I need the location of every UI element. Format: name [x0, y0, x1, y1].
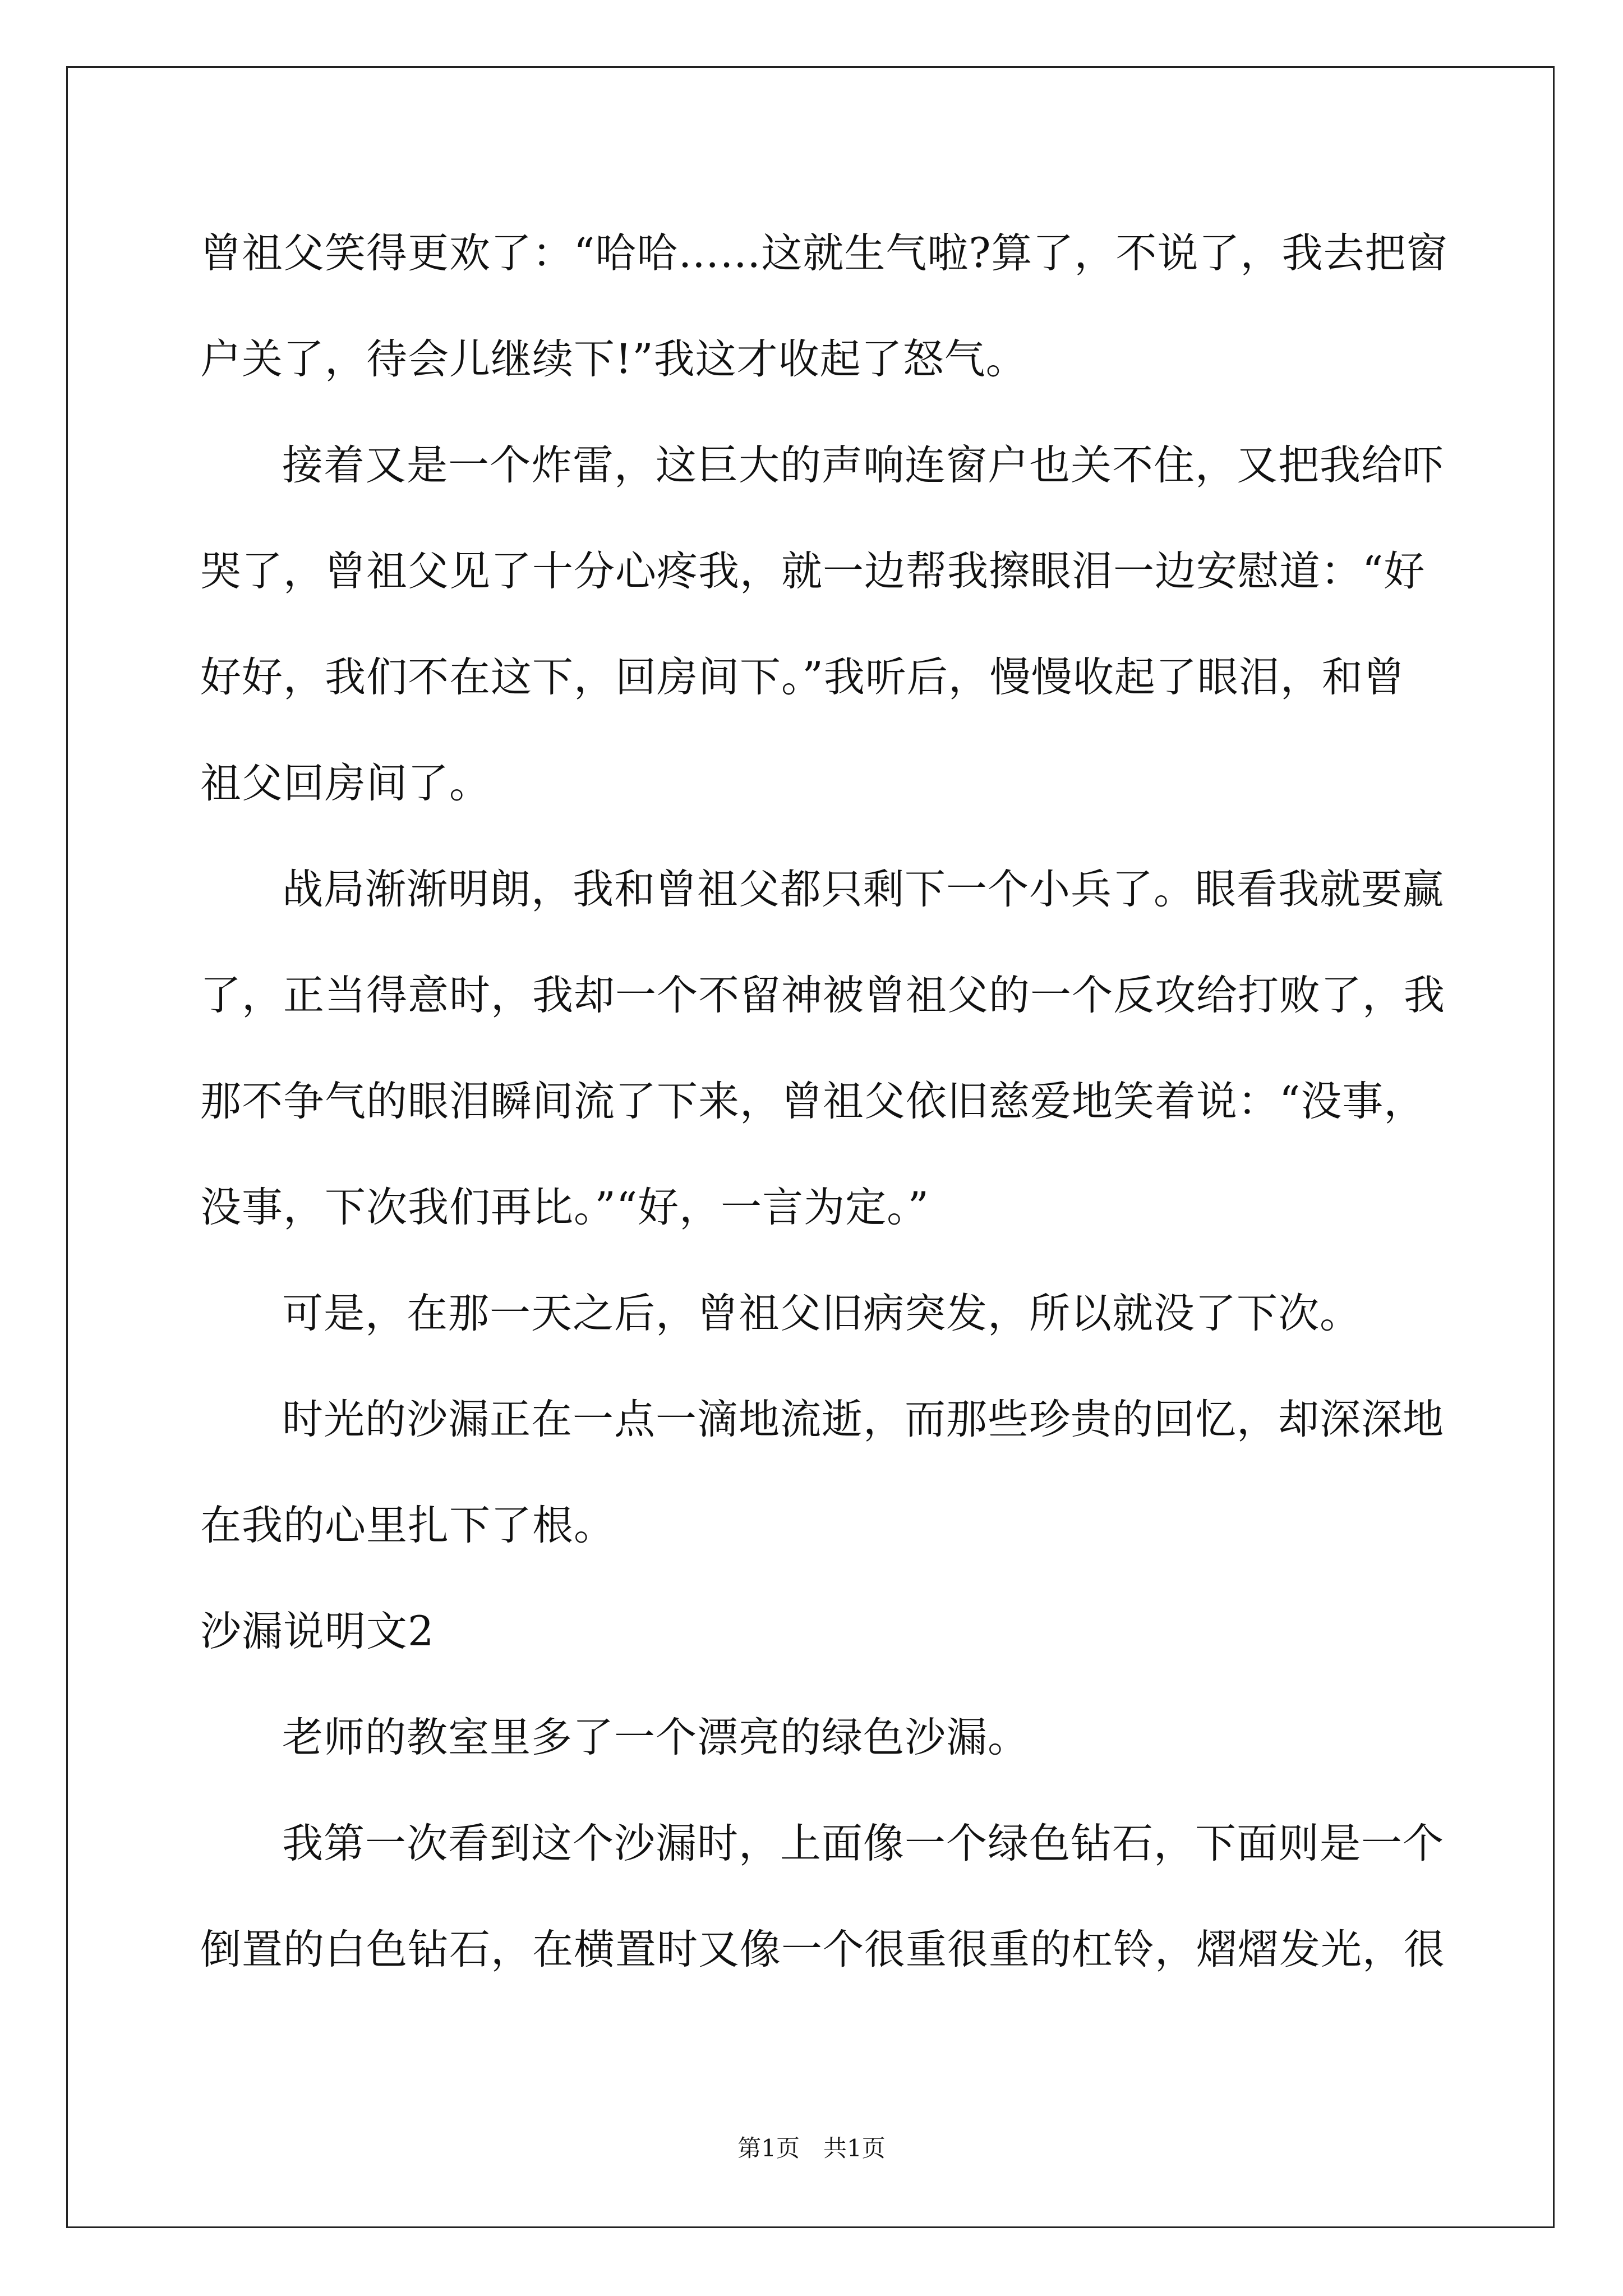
- page-number: 第1页 共1页: [737, 2134, 886, 2162]
- text-line: 了，正当得意时，我却一个不留神被曾祖父的一个反攻给打败了，我: [200, 972, 1445, 1019]
- text-line: 曾祖父笑得更欢了：“哈哈……这就生气啦?算了，不说了，我去把窗: [200, 229, 1448, 277]
- text-line: 没事，下次我们再比。”“好，一言为定。”: [200, 1184, 929, 1231]
- document-body: [200, 200, 1448, 2003]
- text-line: 战局渐渐明朗，我和曾祖父都只剩下一个小兵了。眼看我就要赢: [282, 866, 1444, 913]
- text-line: 时光的沙漏正在一点一滴地流逝，而那些珍贵的回忆，却深深地: [282, 1396, 1444, 1443]
- section-heading: 沙漏说明文2: [200, 1608, 435, 1655]
- text-line: 那不争气的眼泪瞬间流了下来，曾祖父依旧慈爱地笑着说：“没事，: [200, 1078, 1426, 1125]
- text-line: 户关了，待会儿继续下!”我这才收起了怒气。: [200, 335, 1027, 383]
- text-line: 哭了，曾祖父见了十分心疼我，就一边帮我擦眼泪一边安慰道：“好: [200, 547, 1426, 595]
- page-footer: [0, 2132, 1623, 2165]
- text-line: 接着又是一个炸雷，这巨大的声响连窗户也关不住，又把我给吓: [282, 441, 1444, 489]
- text-line: 我第一次看到这个沙漏时，上面像一个绿色钻石，下面则是一个: [282, 1820, 1444, 1867]
- text-line: 倒置的白色钻石，在横置时又像一个很重很重的杠铃，熠熠发光，很: [200, 1926, 1445, 1973]
- text-line: 老师的教室里多了一个漂亮的绿色沙漏。: [282, 1714, 1029, 1761]
- text-line: 好好，我们不在这下，回房间下。”我听后，慢慢收起了眼泪，和曾: [200, 654, 1405, 701]
- text-line: 祖父回房间了。: [200, 760, 491, 807]
- text-line: 可是，在那一天之后，曾祖父旧病突发，所以就没了下次。: [282, 1290, 1361, 1337]
- text-line: 在我的心里扎下了根。: [200, 1502, 615, 1549]
